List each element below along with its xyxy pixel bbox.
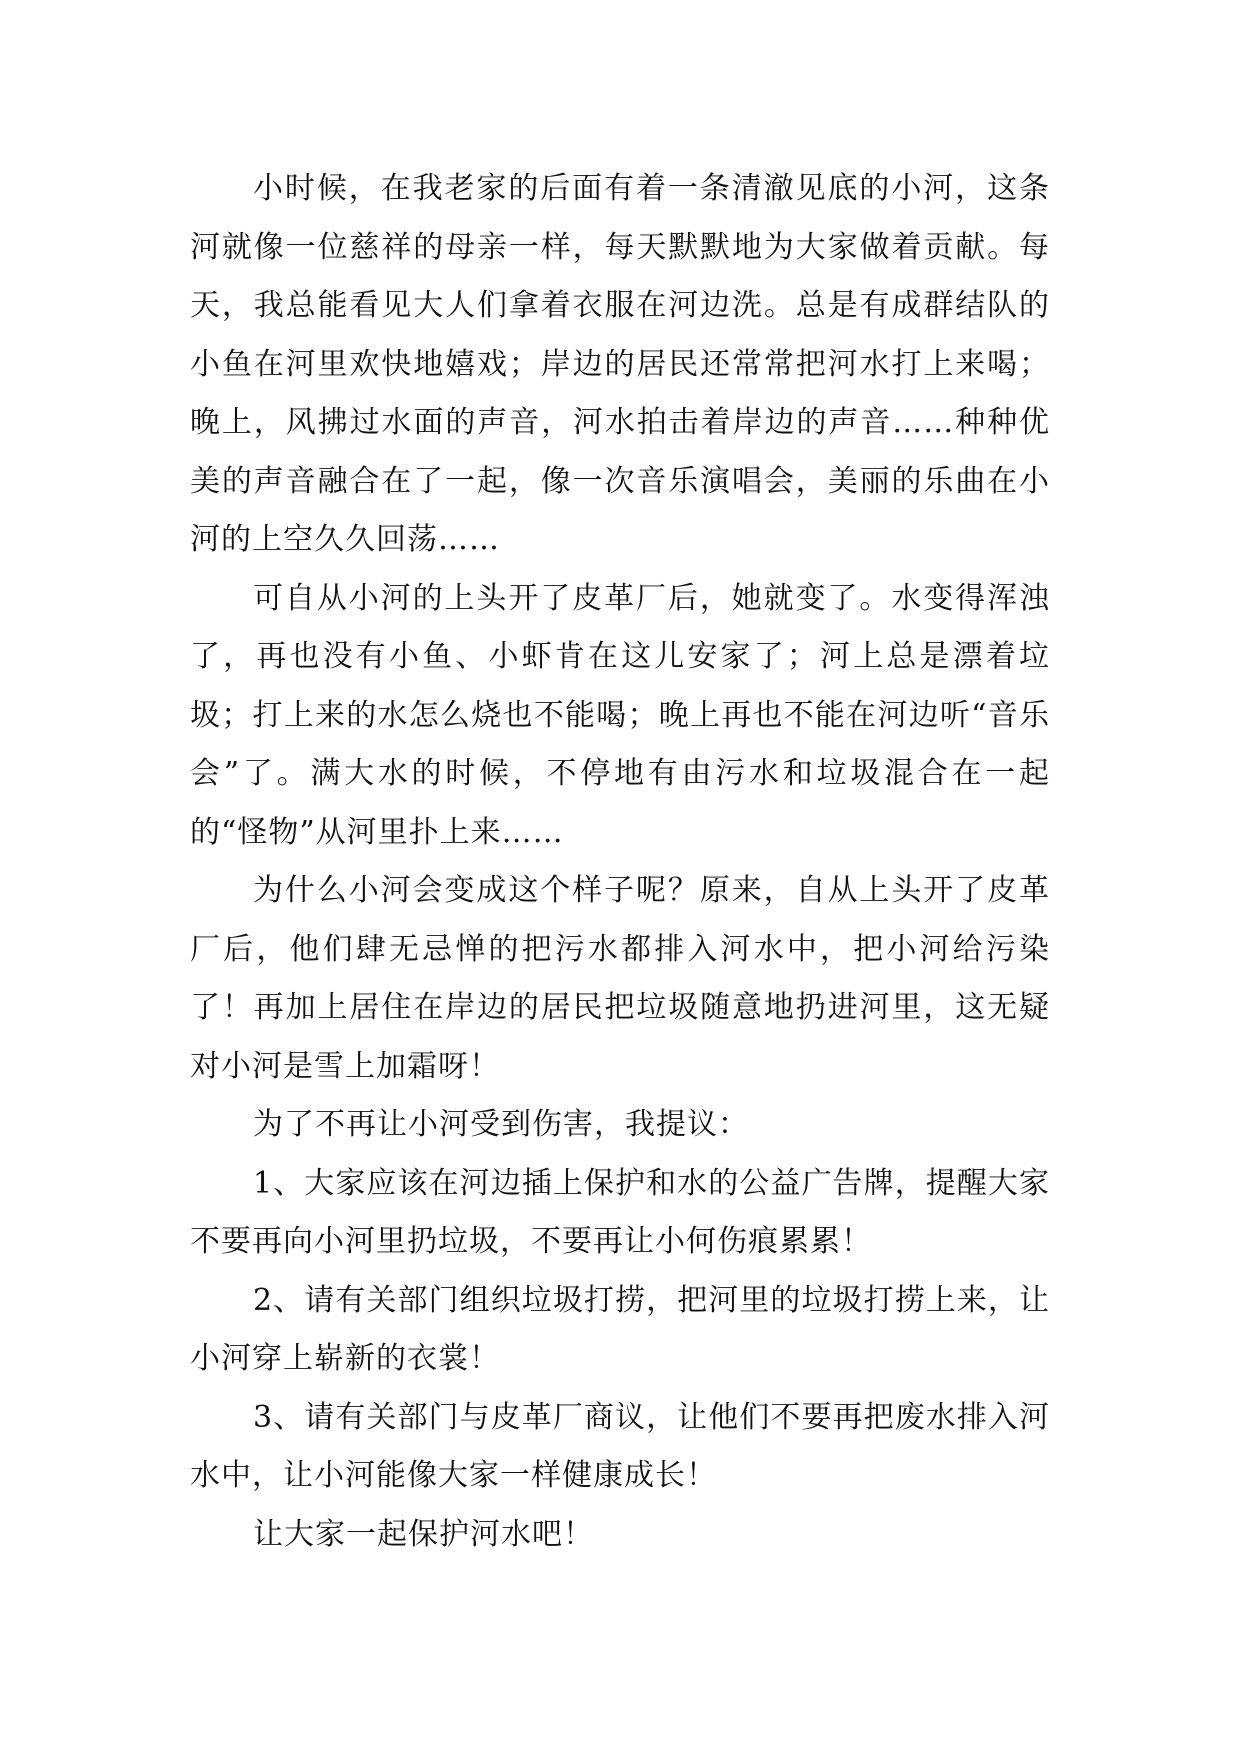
document-body [190, 160, 1050, 1564]
paragraph-cause: 为什么小河会变成这个样子呢？原来，自从上头开了皮革厂后，他们肆无忌惮的把污水都排入河水中，把小河给污染了！再加上居住在岸边的居民把垃圾随意地扔进河里，这无疑对小河是雪上加霜呀！ [190, 873, 1050, 1084]
paragraph-closing: 让大家一起保护河水吧！ [253, 1516, 594, 1552]
paragraph-childhood-river: 小时候，在我老家的后面有着一条清澈见底的小河，这条河就像一位慈祥的母亲一样，每天默默地为大家做着贡献。每天，我总能看见大人们拿着衣服在河边洗。总是有成群结队的小鱼在河里欢快地嬉戏；岸边的居民还常常把河水打上来喝；晚上，风拂过水面的声音，河水拍击着岸边的声音……种种优美的声音融合在了一起，像一次音乐演唱会，美丽的乐曲在小河的上空久久回荡…… [190, 171, 1050, 557]
paragraph-proposal-2: 2、请有关部门组织垃圾打捞，把河里的垃圾打捞上来，让小河穿上崭新的衣裳！ [190, 1282, 1050, 1376]
paragraph-proposal-intro: 为了不再让小河受到伤害，我提议： [253, 1107, 749, 1142]
paragraph-proposal-1: 1、大家应该在河边插上保护和水的公益广告牌，提醒大家不要再向小河里扔垃圾，不要再让小何伤痕累累！ [190, 1165, 1050, 1259]
paragraph-proposal-3: 3、请有关部门与皮革厂商议，让他们不要再把废水排入河水中，让小河能像大家一样健康成长！ [190, 1399, 1050, 1493]
paragraph-tannery-pollution: 可自从小河的上头开了皮革厂后，她就变了。水变得浑浊了，再也没有小鱼、小虾肯在这儿安家了；河上总是漂着垃圾；打上来的水怎么烧也不能喝；晚上再也不能在河边听“音乐会”了。满大水的时候，不停地有由污水和垃圾混合在一起的“怪物”从河里扑上来…… [190, 580, 1050, 850]
